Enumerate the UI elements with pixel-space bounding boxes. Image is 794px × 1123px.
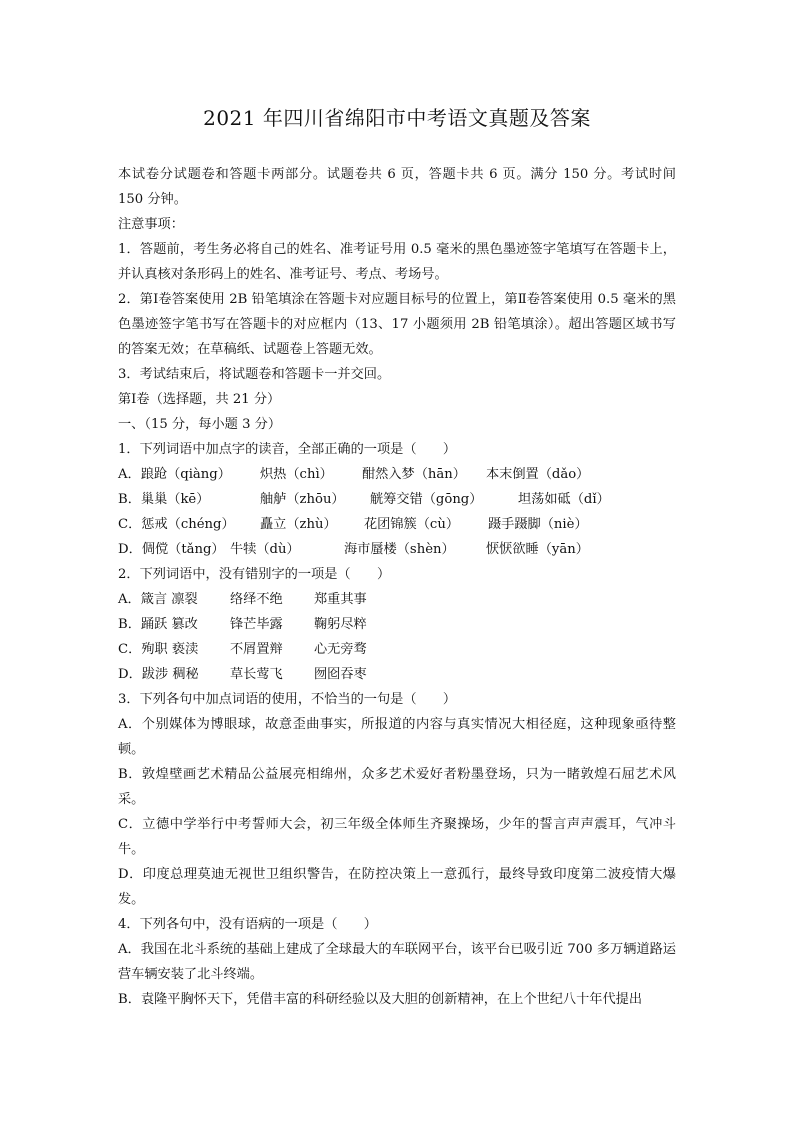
- option-term: 花团锦簇（cù）: [364, 517, 460, 532]
- notice-heading: 注意事项：: [118, 217, 184, 232]
- option-term: 酣然入梦（hān）: [362, 467, 466, 482]
- question-3-option-d: D．印度总理莫迪无视世卫组织警告，在防控决策上一意孤行，最终导致印度第二波疫情大爆发。: [118, 867, 676, 907]
- intro-paragraph: 本试卷分试题卷和答题卡两部分。试题卷共 6 页，答题卡共 6 页。满分 150 分。考试时间 150 分钟。: [118, 167, 676, 207]
- part-heading: 第Ⅰ卷（选择题，共 21 分）: [118, 392, 281, 407]
- option-term: 海市蜃楼（shèn）: [344, 542, 455, 557]
- option-term: C．惩戒（chéng）: [118, 517, 235, 532]
- option-term: 囫囵吞枣: [314, 667, 367, 682]
- question-2-option-a: [118, 587, 676, 612]
- option-term: 不屑置辩: [230, 642, 283, 657]
- notice-item: 1．答题前，考生务必将自己的姓名、准考证号用 0.5 毫米的黑色墨迹签字笔填写在答题卡上，并认真核对条形码上的姓名、准考证号、考点、考场号。: [118, 242, 676, 282]
- question-3-option-c: C．立德中学举行中考誓师大会，初三年级全体师生齐聚操场，少年的誓言声声震耳，气冲斗牛。: [118, 817, 676, 857]
- question-4-stem: 4．下列各句中，没有语病的一项是（ ）: [118, 917, 377, 932]
- option-term: 矗立（zhù）: [260, 517, 337, 532]
- question-2-option-d: [118, 662, 676, 687]
- document-body: [118, 162, 676, 1012]
- option-term: 炽热（chì）: [260, 467, 333, 482]
- option-term: 郑重其事: [314, 592, 367, 607]
- option-term: A．踉跄（qiàng）: [118, 467, 231, 482]
- question-3-option-b: B．敦煌壁画艺术精品公益展亮相绵州，众多艺术爱好者粉墨登场，只为一睹敦煌石屈艺术风采。: [118, 767, 676, 807]
- option-term: 络绎不绝: [230, 592, 283, 607]
- option-term: 恹恹欲睡（yān）: [486, 542, 589, 557]
- option-term: 牛犊（dù）: [230, 542, 300, 557]
- option-term: B．踊跃 篡改: [118, 617, 198, 632]
- question-1-stem: 1．下列词语中加点字的读音，全部正确的一项是（ ）: [118, 442, 457, 457]
- notice-item: 3．考试结束后，将试题卷和答题卡一并交回。: [118, 367, 391, 382]
- question-2-stem: 2．下列词语中，没有错别字的一项是（ ）: [118, 567, 391, 582]
- question-1-option-b: [118, 487, 676, 512]
- notice-item: 2．第Ⅰ卷答案使用 2B 铅笔填涂在答题卡对应题目标号的位置上，第Ⅱ卷答案使用 0.5 毫米的黑色墨迹签字笔书写在答题卡的对应框内（13、17 小题须用 2B 铅笔填涂）。超出答题区域书写的答案无效；在草稿纸、试题卷上答题无效。: [118, 292, 676, 357]
- page-title: 2021 年四川省绵阳市中考语文真题及答案: [203, 106, 591, 130]
- question-1-option-a: [118, 462, 676, 487]
- option-term: 本末倒置（dǎo）: [486, 467, 590, 482]
- question-3-stem: 3．下列各句中加点词语的使用，不恰当的一句是（ ）: [118, 692, 457, 707]
- question-2-option-c: [118, 637, 676, 662]
- question-3-option-a: A．个别媒体为博眼球，故意歪曲事实，所报道的内容与真实情况大相径庭，这种现象亟待整顿。: [118, 717, 676, 757]
- option-term: D．倜傥（tǎng）: [118, 542, 225, 557]
- option-term: 蹑手蹑脚（niè）: [488, 517, 588, 532]
- option-term: C．殉职 亵渎: [118, 642, 199, 657]
- option-term: 草长莺飞: [230, 667, 283, 682]
- question-1-option-d: [118, 537, 676, 562]
- question-4-option-b: B．袁隆平胸怀天下，凭借丰富的科研经验以及大胆的创新精神，在上个世纪八十年代提出: [118, 992, 642, 1007]
- question-4-option-a: A．我国在北斗系统的基础上建成了全球最大的车联网平台，该平台已吸引近 700 多万辆道路运营车辆安装了北斗终端。: [118, 942, 676, 982]
- question-2-option-b: [118, 612, 676, 637]
- option-term: 锋芒毕露: [230, 617, 283, 632]
- question-1-option-c: [118, 512, 676, 537]
- option-term: B．巢巢（kē）: [118, 492, 210, 507]
- option-term: 舳舻（zhōu）: [260, 492, 345, 507]
- section-heading: 一、（15 分，每小题 3 分）: [118, 417, 282, 432]
- option-term: 鞠躬尽粹: [314, 617, 367, 632]
- option-term: D．跋涉 稠秘: [118, 667, 199, 682]
- option-term: 心无旁骛: [314, 642, 367, 657]
- option-term: 坦荡如砥（dǐ）: [518, 492, 610, 507]
- option-term: 觥筹交错（gōng）: [370, 492, 483, 507]
- option-term: A．箴言 凛裂: [118, 592, 198, 607]
